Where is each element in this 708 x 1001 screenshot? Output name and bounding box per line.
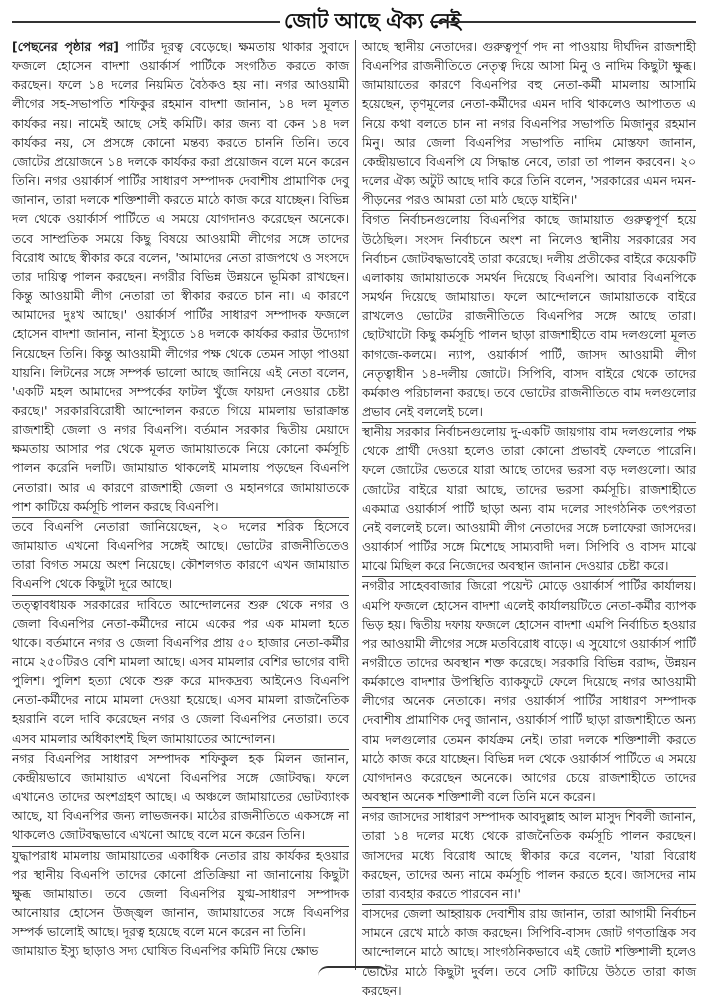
headline-rule-right	[430, 21, 696, 23]
left-paragraph-2: তবে বিএনপি নেতারা জানিয়েছেন, ২০ দলের শরিক হিসেবে জামায়াত এখনো বিএনপির সঙ্গেই আছে। ভোটের রাজনীতিতেও তারা বিগত সময়ে অংশ নিয়েছে। কৌশলগত কারণে এখন জামায়াত বিএনপি থেকে কিছুটা দূরে আছে।	[12, 517, 349, 595]
left-paragraph-5: যুদ্ধাপরাধ মামলায় জামায়াতের একাধিক নেতার রায় কার্যকর হওয়ার পর স্থানীয় বিএনপি তাদের কোনো প্রতিক্রিয়া না জানানোয় কিছুটা ক্ষুব্ধ জামায়াত। তবে জেলা বিএনপির যুগ্ম-সাধারণ সম্পাদক আনোয়ার হোসেন উজ্জ্বল জানান, জামায়াতের সঙ্গে বিএনপির সম্পর্ক ভালোই আছে। দূরত্ব হয়েছে বলে মনে করেন না তিনি।	[12, 846, 349, 943]
bottom-ornament	[318, 966, 388, 977]
left-paragraph-4: নগর বিএনপির সাধারণ সম্পাদক শফিকুল হক মিলন জানান, কেন্দ্রীয়ভাবে জামায়াত এখনো বিএনপির সঙ্গে জোটবদ্ধ। ফলে এখানেও তাদের অংশগ্রহণ আছে। এ অঞ্চলে জামায়াতের ভোটব্যাংক আছে, যা বিএনপির জন্য লাভজনক। মাঠের রাজনীতিতে একসঙ্গে না থাকলেও জোটবদ্ধভাবে এখনো আছে বলে মনে করেন তিনি।	[12, 749, 349, 846]
right-paragraph-2: বিগত নির্বাচনগুলোয় বিএনপির কাছে জামায়াত গুরুত্বপূর্ণ হয়ে উঠেছিল। সংসদ নির্বাচনে অংশ না নিলেও স্থানীয় সরকারের সব নির্বাচন জোটবদ্ধভাবেই তারা করেছে। দলীয় প্রতীকের বাইরে কয়েকটি এলাকায় জামায়াতকে সমর্থন দিয়েছে বিএনপি। আবার বিএনপিকে সমর্থন দিয়েছে জামায়াত। ফলে আন্দোলনে জামায়াতকে বাইরে রাখলেও ভোটের রাজনীতিতে বিএনপির সঙ্গে আছে তারা। ছোটখাটো কিছু কর্মসূচি পালন ছাড়া রাজশাহীতে বাম দলগুলো মূলত কাগজে-কলমে। ন্যাপ, ওয়ার্কার্স পার্টি, জাসদ আওয়ামী লীগ নেতৃত্বাধীন ১৪-দলীয় জোটে। সিপিবি, বাসদ বাইরে থেকে তাদের কর্মকাণ্ড পরিচালনা করছে। তবে ভোটের রাজনীতিতে বাম দলগুলোর প্রভাব নেই বললেই চলে।	[362, 210, 696, 422]
right-paragraph-5: নগর জাসদের সাধারণ সম্পাদক আবদুল্লাহ আল মাসুদ শিবলী জানান, তারা ১৪ দলের মধ্যে থেকে রাজনৈতিক কর্মসূচি পালন করছেন। জাসদের মধ্যে বিরোধ আছে স্বীকার করে বলেন, 'যারা বিরোধ করছেন, তাদের অন্য নামে কর্মসূচি পালন করতে হবে। জাসদের নাম তারা ব্যবহার করতে পারবেন না।'	[362, 807, 696, 904]
right-paragraph-3: স্থানীয় সরকার নির্বাচনগুলোয় দু-একটি জায়গায় বাম দলগুলোর পক্ষ থেকে প্রার্থী দেওয়া হলেও তারা কোনো প্রভাবই ফেলতে পারেনি। ফলে জোটের ভেতরে যারা আছে তাদের ভরসা বড় দলগুলো। আর জোটের বাইরে যারা আছে, তাদের ভরসা কর্মসূচি। রাজশাহীতে একমাত্র ওয়ার্কার্স পার্টি ছাড়া অন্য বাম দলের সাংগঠনিক তৎপরতা নেই বললেই চলে। আওয়ামী লীগ নেতাদের সঙ্গে চলাফেরা জাসদের। ওয়ার্কার্স পার্টির সঙ্গে মিশেছে সাম্যবাদী দল। সিপিবি ও বাসদ মাঝে মাঝে মিছিল করে নিজেদের অবস্থান জানান দেওয়ার চেষ্টা করে।	[362, 422, 696, 576]
continuation-lead: [পেছনের পৃষ্ঠার পর]	[12, 40, 119, 54]
left-paragraph-6: জামায়াত ইস্যু ছাড়াও সদ্য ঘোষিত বিএনপির কমিটি নিয়ে ক্ষোভ	[12, 944, 319, 959]
right-paragraph-1: আছে স্থানীয় নেতাদের। গুরুত্বপূর্ণ পদ না পাওয়ায় দীর্ঘদিন রাজশাহী বিএনপির রাজনীতিতে নেতৃত্ব দিয়ে আসা মিনু ও নাদিম কিছুটা ক্ষুব্ধ। জামায়াতের কারণে বিএনপির বহু নেতা-কর্মী মামলায় আসামি হয়েছেন, তৃণমূলের নেতা-কর্মীদের এমন দাবি থাকলেও আপাতত এ নিয়ে কথা বলতে চান না নগর বিএনপির সভাপতি মিজানুর রহমান মিনু। আর জেলা বিএনপির সভাপতি নাদিম মোস্তফা জানান, কেন্দ্রীয়ভাবে বিএনপি যে সিদ্ধান্ত নেবে, তারা তা পালন করবেন। ২০ দলের ঐক্য অটুট আছে দাবি করে তিনি বলেন, 'সরকারের এমন দমন-পীড়নের পরও আমরা তো মাঠ ছেড়ে যাইনি।'	[362, 40, 696, 208]
column-divider	[355, 40, 356, 970]
right-column	[362, 38, 696, 998]
headline-row	[0, 4, 708, 38]
right-paragraph-6: বাসদের জেলা আহ্বায়ক দেবাশীষ রায় জানান, তারা আগামী নির্বাচন সামনে রেখে মাঠে কাজ করছেন। সিপিবি-বাসদ জোট গণতান্ত্রিক সব আন্দোলনে মাঠে আছে। সাংগঠনিকভাবে এই জোট শক্তিশালী হলেও ভোটের মাঠে কিছুটা দুর্বল। তবে সেটি কাটিয়ে উঠতে তারা কাজ করছেন।	[362, 904, 696, 1001]
left-paragraph-3: তত্ত্বাবধায়ক সরকারের দাবিতে আন্দোলনের শুরু থেকে নগর ও জেলা বিএনপির নেতা-কর্মীদের নামে একের পর এক মামলা হতে থাকে। বর্তমানে নগর ও জেলা বিএনপির প্রায় ৫০ হাজার নেতা-কর্মীর নামে ২৫০টিরও বেশি মামলা আছে। এসব মামলার বেশির ভাগের বাদী পুলিশ। পুলিশ হত্যা থেকে শুরু করে মাদকদ্রব্য আইনেও বিএনপি নেতা-কর্মীদের নামে মামলা দেওয়া হয়েছে। এসব মামলা রাজনৈতিক হয়রানি বলে দাবি করেছেন নগর ও জেলা বিএনপির নেতারা। তবে এসব মামলার অধিকাংশই ছিল জামায়াতের আন্দোলন।	[12, 595, 349, 749]
headline-rule-left	[12, 21, 280, 23]
left-paragraph-1	[12, 38, 349, 517]
left-paragraph-1-text: পার্টির দূরত্ব বেড়েছে। ক্ষমতায় থাকার সুবাদে ফজলে হোসেন বাদশা ওয়ার্কার্স পার্টিকে সংগঠিত করতে কাজ করছেন। ফলে ১৪ দলের নিয়মিত বৈঠকও হয় না। নগর আওয়ামী লীগের সহ-সভাপতি শফিকুর রহমান বাদশা জানান, ১৪ দল মূলত কার্যকর নয়। নামেই আছে সেই কমিটি। কার জন্য বা কেন ১৪ দল কার্যকর নয়, সে প্রসঙ্গে কোনো মন্তব্য করতে চাননি তিনি। তবে জোটের প্রয়োজনে ১৪ দলকে কার্যকর করা প্রয়োজন বলে মনে করেন তিনি। নগর ওয়ার্কার্স পার্টির সাধারণ সম্পাদক দেবাশীষ প্রামাণিক দেবু জানান, তারা দলকে শক্তিশালী করতে মাঠে কাজ করে যাচ্ছেন। বিভিন্ন দল থেকে ওয়ার্কার্স পার্টিতে এ সময়ে যোগদানও করেছেন অনেকে। তবে সাম্প্রতিক সময়ে কিছু বিষয়ে আওয়ামী লীগের সঙ্গে তাদের বিরোধ আছে স্বীকার করে বলেন, 'আমাদের নেতা রাজপথে ও সংসদে তার দায়িত্ব পালন করছেন। নগরীর বিভিন্ন উন্নয়নে ভূমিকা রাখছেন। কিন্তু আওয়ামী লীগ নেতারা তা স্বীকার করতে চান না। এ কারণে আমাদের দুঃখ আছে।' ওয়ার্কার্স পার্টির সাধারণ সম্পাদক ফজলে হোসেন বাদশা জানান, নানা ইস্যুতে ১৪ দলকে কার্যকর করার উদ্যোগ নিয়েছেন তিনি। কিন্তু আওয়ামী লীগের পক্ষ থেকে তেমন সাড়া পাওয়া যায়নি। লিটনের সঙ্গে সম্পর্ক ভালো আছে জানিয়ে এই নেতা বলেন, 'একটি মহল আমাদের সম্পর্কের ফাটল খুঁজে ফায়দা নেওয়ার চেষ্টা করছে।' সরকারবিরোধী আন্দোলন করতে গিয়ে মামলায় ভারাক্রান্ত রাজশাহী জেলা ও নগর বিএনপি। বর্তমান সরকার দ্বিতীয় মেয়াদে ক্ষমতায় আসার পর থেকে মূলত জামায়াতকে নিয়ে কোনো কর্মসূচি পালন করেনি দলটি। জামায়াত থাকলেই মামলায় পড়ছেন বিএনপি নেতারা। আর এ কারণে রাজশাহী জেলা ও মহানগরে জামায়াতকে পাশ কাটিয়ে কর্মসূচি পালন করছে বিএনপি।	[12, 40, 349, 514]
right-paragraph-4: নগরীর সাহেববাজার জিরো পয়েন্ট মোড়ে ওয়ার্কার্স পার্টির কার্যালয়। এমপি ফজলে হোসেন বাদশা এলেই কার্যালয়টিতে নেতা-কর্মীর ব্যাপক ভিড় হয়। দ্বিতীয় দফায় ফজলে হোসেন বাদশা এমপি নির্বাচিত হওয়ার পর আওয়ামী লীগের সঙ্গে মতবিরোধ বাড়ে। এ সুযোগে ওয়ার্কার্স পার্টি নগরীতে তাদের অবস্থান শক্ত করেছে। সরকারি বিভিন্ন বরাদ্দ, উন্নয়ন কর্মকাণ্ডে বাদশার উপস্থিতি ব্যাকফুটে ফেলে দিয়েছে নগর আওয়ামী লীগের অনেক নেতাকে। নগর ওয়ার্কার্স পার্টির সাধারণ সম্পাদক দেবাশীষ প্রামাণিক দেবু জানান, ওয়ার্কার্স পার্টি ছাড়া রাজশাহীতে অন্য বাম দলগুলোর তেমন কার্যক্রম নেই। তারা দলকে শক্তিশালী করতে মাঠে কাজ করে যাচ্ছেন। বিভিন্ন দল থেকে ওয়ার্কার্স পার্টিতে এ সময়ে যোগদানও করেছেন অনেকে। আগের চেয়ে রাজশাহীতে তাদের অবস্থান অনেক শক্তিশালী বলে তিনি মনে করেন।	[362, 576, 696, 807]
headline: জোট আছে ঐক্য নেই	[284, 9, 461, 33]
left-column	[12, 38, 349, 971]
